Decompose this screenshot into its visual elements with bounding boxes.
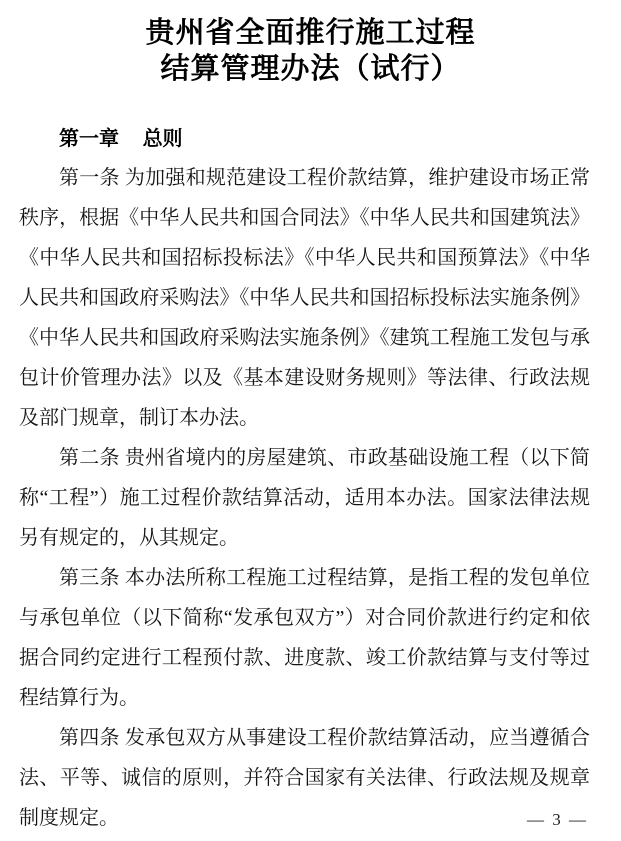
document-body (0, 158, 621, 838)
article-paragraph-3: 第三条 本办法所称工程施工过程结算，是指工程的发包单位与承包单位（以下简称“发承包双方”）对合同价款进行约定和依据合同约定进行工程预付款、进度款、竣工价款结算与支付等过程结算行为。 (19, 567, 590, 709)
article-paragraph-1: 第一条 为加强和规范建设工程价款结算，维护建设市场正常秩序，根据《中华人民共和国合同法》《中华人民共和国建筑法》《中华人民共和国招标投标法》《中华人民共和国预算法》《中华人民共和国政府采购法》《中华人民共和国招标投标法实施条例》《中华人民共和国政府采购法实施条例》《建筑工程施工发包与承包计价管理办法》以及《基本建设财务规则》等法律、行政法规及部门规章，制订本办法。 (19, 167, 590, 429)
document-title (0, 0, 621, 87)
article-paragraph-4: 第四条 发承包双方从事建设工程价款结算活动，应当遵循合法、平等、诚信的原则，并符合国家有关法律、行政法规及规章制度规定。 (19, 727, 590, 829)
document-title-line-1: 贵州省全面推行施工过程 (145, 17, 476, 49)
article-paragraph-2: 第二条 贵州省境内的房屋建筑、市政基础设施工程（以下简称“工程”）施工过程价款结算活动，适用本办法。国家法律法规另有规定的，从其规定。 (19, 447, 590, 549)
chapter-title: 总则 (142, 128, 183, 150)
chapter-number: 第一章 (59, 128, 119, 150)
document-title-line-2: 结算管理办法（试行） (160, 53, 461, 85)
chapter-heading (19, 127, 590, 152)
page-number: — 3 — (527, 810, 588, 829)
